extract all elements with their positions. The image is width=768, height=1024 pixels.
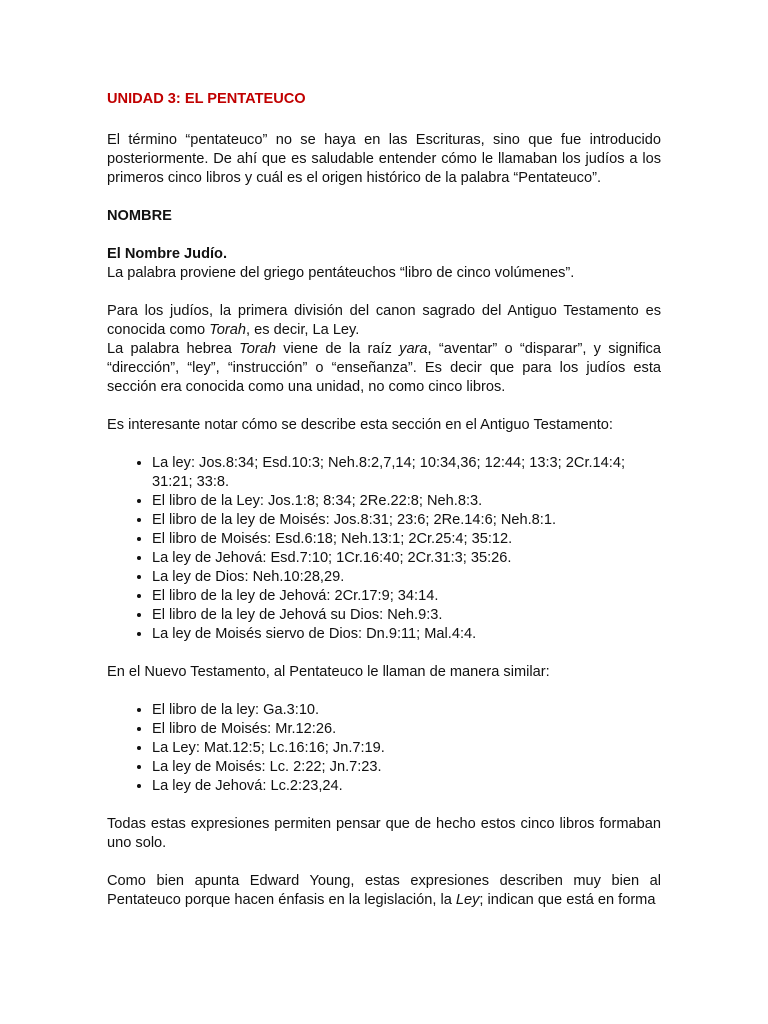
- list-item: • El libro de Moisés: Esd.6:18; Neh.13:1; 2Cr.25:4; 35:12.: [152, 530, 661, 549]
- list-item: • El libro de la Ley: Jos.1:8; 8:34; 2Re.22:8; Neh.8:3.: [152, 492, 661, 511]
- list-item: • La Ley: Mat.12:5; Lc.16:16; Jn.7:19.: [152, 739, 661, 758]
- ot-intro-paragraph: Es interesante notar cómo se describe esta sección en el Antiguo Testamento:: [107, 417, 613, 433]
- list-item: • El libro de la ley de Moisés: Jos.8:31; 23:6; 2Re.14:6; Neh.8:1.: [152, 511, 661, 530]
- list-item: • La ley: Jos.8:34; Esd.10:3; Neh.8:2,7,14; 10:34,36; 12:44; 13:3; 2Cr.14:4; 31:21; 33:8.: [152, 454, 661, 492]
- ot-references-list: [107, 454, 661, 644]
- list-item: • El libro de la ley de Jehová su Dios: Neh.9:3.: [152, 606, 661, 625]
- torah-term: Torah: [239, 341, 276, 357]
- list-item: • El libro de Moisés: Mr.12:26.: [152, 720, 661, 739]
- nt-intro-paragraph: En el Nuevo Testamento, al Pentateuco le llaman de manera similar:: [107, 664, 550, 680]
- list-item: • El libro de la ley: Ga.3:10.: [152, 701, 661, 720]
- list-item: • La ley de Moisés siervo de Dios: Dn.9:11; Mal.4:4.: [152, 625, 661, 644]
- torah-paragraph-1: Para los judíos, la primera división del canon sagrado del Antiguo Testamento es conocida como Torah, es decir, La Ley.: [107, 303, 661, 338]
- torah-paragraph-2: La palabra hebrea Torah viene de la raíz yara, “aventar” o “disparar”, y significa “dirección”, “ley”, “instrucción” o “enseñanza”. Es decir que para los judíos esta sección era conocida como una unidad, no como cinco libros.: [107, 341, 661, 395]
- conclusion-paragraph: Todas estas expresiones permiten pensar que de hecho estos cinco libros formaban uno solo.: [107, 816, 661, 851]
- list-item: • La ley de Moisés: Lc. 2:22; Jn.7:23.: [152, 758, 661, 777]
- section-heading: NOMBRE: [107, 208, 172, 224]
- greek-origin-paragraph: La palabra proviene del griego pentáteuchos “libro de cinco volúmenes”.: [107, 265, 575, 281]
- ley-term: Ley: [455, 892, 480, 908]
- nt-references-list: [107, 701, 661, 796]
- young-paragraph: Como bien apunta Edward Young, estas expresiones describen muy bien al Pentateuco porque hacen énfasis en la legislación, la Ley; indican que está en forma: [107, 873, 661, 908]
- subsection-heading: El Nombre Judío.: [107, 246, 228, 262]
- torah-term: Torah: [209, 322, 247, 338]
- list-item: • La ley de Dios: Neh.10:28,29.: [152, 568, 661, 587]
- list-item: • El libro de la ley de Jehová: 2Cr.17:9; 34:14.: [152, 587, 661, 606]
- list-item: • La ley de Jehová: Lc.2:23,24.: [152, 777, 661, 796]
- list-item: • La ley de Jehová: Esd.7:10; 1Cr.16:40; 2Cr.31:3; 35:26.: [152, 549, 661, 568]
- document-title: UNIDAD 3: EL PENTATEUCO: [107, 91, 306, 107]
- yara-term: yara: [399, 341, 428, 357]
- intro-paragraph: El término “pentateuco” no se haya en las Escrituras, sino que fue introducido posteriormente. De ahí que es saludable entender cómo le llamaban los judíos a los primeros cinco libros y cuál es el origen histórico de la palabra “Pentateuco”.: [107, 132, 661, 186]
